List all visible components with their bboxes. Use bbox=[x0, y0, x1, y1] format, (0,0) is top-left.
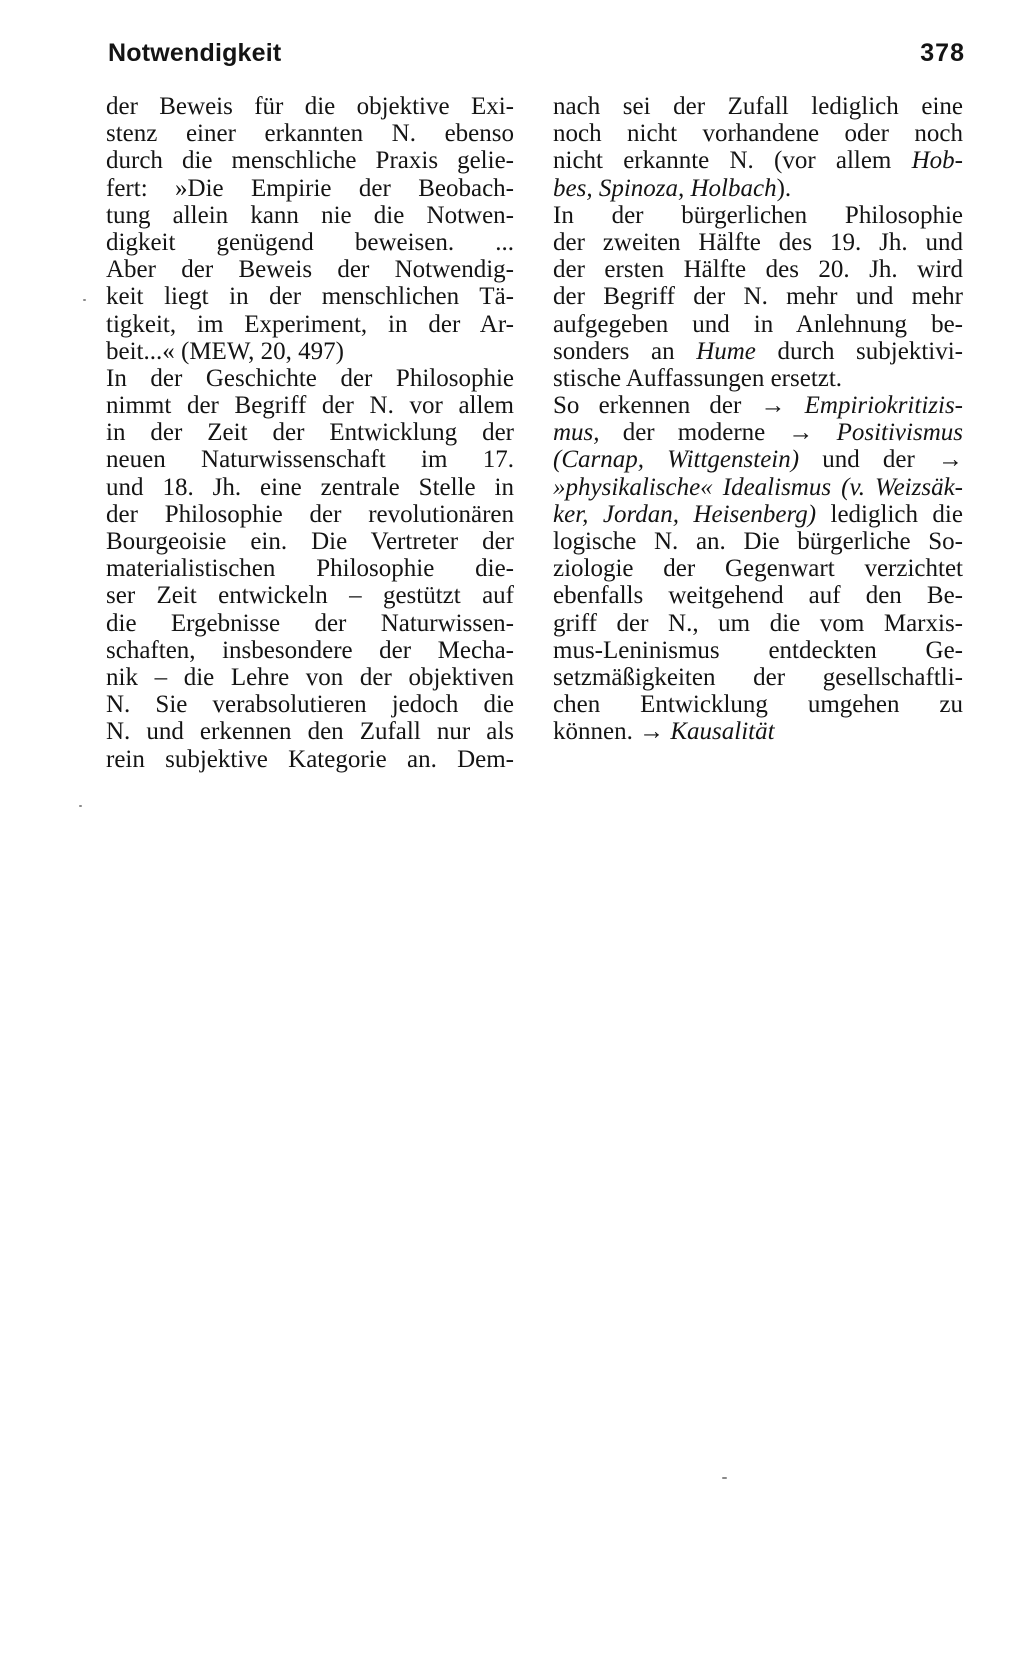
text-segment: So erkennen der → bbox=[553, 392, 805, 420]
text-line bbox=[553, 582, 963, 609]
italic-text-segment: bes, Spinoza, Holbach bbox=[553, 174, 777, 202]
text-segment: fert: »Die Empirie der Beobach- bbox=[106, 174, 514, 202]
text-line bbox=[106, 746, 514, 773]
text-segment: In der Geschichte der Philosophie bbox=[106, 364, 514, 392]
text-segment: Bourgeoisie ein. Die Vertreter der bbox=[106, 528, 514, 555]
text-segment: der Philosophie der revolutionären bbox=[106, 500, 514, 528]
text-line bbox=[106, 610, 514, 637]
text-line bbox=[106, 446, 514, 473]
scan-speck bbox=[79, 805, 82, 807]
text-segment: schaften, insbesondere der Mecha- bbox=[106, 636, 514, 664]
italic-text-segment: Kausalität bbox=[670, 718, 775, 746]
text-segment: durch subjektivi- bbox=[755, 337, 963, 365]
italic-text-segment: mus, bbox=[553, 419, 600, 447]
entry-headword: Notwendigkeit bbox=[108, 39, 282, 67]
text-line bbox=[106, 147, 514, 174]
text-segment: ser Zeit entwickeln – gestützt auf bbox=[106, 582, 514, 610]
italic-text-segment: »physikalische« Idealismus (v. Weizsäk- bbox=[553, 473, 963, 501]
text-segment: der moderne → bbox=[599, 419, 837, 447]
text-line bbox=[106, 283, 514, 310]
text-line bbox=[553, 202, 963, 229]
text-line bbox=[106, 311, 514, 338]
text-segment: noch nicht vorhandene oder noch bbox=[553, 120, 963, 148]
page-number: 378 bbox=[920, 39, 965, 67]
text-segment: ziologie der Gegenwart verzichtet bbox=[553, 555, 963, 583]
text-line bbox=[553, 610, 963, 637]
text-line bbox=[106, 637, 514, 664]
text-line bbox=[106, 501, 514, 528]
text-segment: materialistischen Philosophie die- bbox=[106, 555, 514, 583]
text-line bbox=[553, 392, 963, 419]
text-segment: der Begriff der N. mehr und mehr bbox=[553, 283, 963, 311]
text-segment: nimmt der Begriff der N. vor allem bbox=[106, 392, 514, 420]
italic-text-segment: Hume bbox=[696, 337, 756, 365]
text-column-left bbox=[106, 93, 514, 773]
text-segment: logische N. an. Die bürgerliche So- bbox=[553, 528, 963, 555]
text-segment: ebenfalls weitgehend auf den Be- bbox=[553, 582, 963, 610]
text-line bbox=[553, 691, 963, 718]
italic-text-segment: Hob- bbox=[911, 147, 963, 175]
text-line bbox=[553, 555, 963, 582]
text-segment: keit liegt in der menschlichen Tä- bbox=[106, 283, 514, 311]
text-segment: setzmäßigkeiten der gesellschaftli- bbox=[553, 663, 963, 691]
scan-speck bbox=[83, 299, 86, 301]
text-line bbox=[553, 718, 963, 745]
text-segment: in der Zeit der Entwicklung der bbox=[106, 419, 514, 447]
text-line bbox=[106, 582, 514, 609]
text-segment: der zweiten Hälfte des 19. Jh. und bbox=[553, 228, 963, 256]
text-line bbox=[106, 338, 514, 365]
italic-text-segment: (Carnap, Wittgenstein) bbox=[553, 446, 800, 474]
text-line bbox=[106, 202, 514, 229]
text-segment: neuen Naturwissenschaft im 17. bbox=[106, 446, 514, 474]
text-line bbox=[106, 229, 514, 256]
text-line bbox=[106, 175, 514, 202]
text-line bbox=[106, 256, 514, 283]
text-segment: ). bbox=[776, 174, 792, 202]
text-segment: und der → bbox=[799, 446, 964, 474]
text-segment: lediglich die bbox=[816, 500, 963, 528]
text-line bbox=[553, 147, 963, 174]
text-line bbox=[106, 691, 514, 718]
text-segment: Aber der Beweis der Notwendig- bbox=[106, 256, 514, 284]
text-line bbox=[553, 256, 963, 283]
text-line bbox=[553, 229, 963, 256]
text-line bbox=[106, 718, 514, 745]
text-line bbox=[106, 392, 514, 419]
text-line bbox=[106, 93, 514, 120]
text-line bbox=[553, 446, 963, 473]
text-segment: beit...« (MEW, 20, 497) bbox=[106, 337, 344, 365]
text-line bbox=[553, 283, 963, 310]
text-segment: die Ergebnisse der Naturwissen- bbox=[106, 609, 514, 637]
text-segment: nik – die Lehre von der objektiven bbox=[106, 663, 514, 691]
text-segment: aufgegeben und in Anlehnung be- bbox=[553, 310, 963, 338]
text-line bbox=[553, 311, 963, 338]
text-segment: mus-Leninismus entdeckten Ge- bbox=[553, 636, 963, 664]
text-line bbox=[553, 474, 963, 501]
text-segment: chen Entwicklung umgehen zu bbox=[553, 691, 963, 719]
text-line bbox=[553, 419, 963, 446]
text-segment: können. → bbox=[553, 718, 671, 746]
text-line bbox=[553, 120, 963, 147]
text-line bbox=[106, 555, 514, 582]
text-segment: N. und erkennen den Zufall nur als bbox=[106, 718, 514, 746]
text-segment: stenz einer erkannten N. ebenso bbox=[106, 120, 514, 148]
text-segment: stische Auffassungen ersetzt. bbox=[553, 364, 843, 392]
italic-text-segment: Empiriokritizis- bbox=[804, 392, 963, 420]
text-segment: nicht erkannte N. (vor allem bbox=[553, 147, 912, 175]
text-line bbox=[106, 120, 514, 147]
text-line bbox=[553, 637, 963, 664]
text-segment: digkeit genügend beweisen. ... bbox=[106, 228, 514, 256]
text-line bbox=[106, 528, 514, 555]
text-line bbox=[106, 365, 514, 392]
text-line bbox=[553, 664, 963, 691]
text-segment: griff der N., um die vom Marxis- bbox=[553, 609, 963, 637]
text-line bbox=[106, 419, 514, 446]
text-segment: tigkeit, im Experiment, in der Ar- bbox=[106, 310, 514, 338]
text-segment: N. Sie verabsolutieren jedoch die bbox=[106, 691, 514, 719]
scan-speck bbox=[722, 1477, 727, 1479]
text-segment: rein subjektive Kategorie an. Dem- bbox=[106, 745, 514, 773]
text-segment: nach sei der Zufall lediglich eine bbox=[553, 93, 963, 120]
text-segment: In der bürgerlichen Philosophie bbox=[553, 201, 963, 229]
text-segment: sonders an bbox=[553, 337, 697, 365]
text-segment: der Beweis für die objektive Exi- bbox=[106, 93, 514, 120]
running-header bbox=[108, 38, 965, 72]
italic-text-segment: ker, Jordan, Heisenberg) bbox=[553, 500, 817, 528]
text-column-right bbox=[553, 93, 963, 746]
text-line bbox=[553, 501, 963, 528]
text-line bbox=[553, 338, 963, 365]
text-segment: der ersten Hälfte des 20. Jh. wird bbox=[553, 256, 963, 284]
text-line bbox=[106, 664, 514, 691]
text-segment: und 18. Jh. eine zentrale Stelle in bbox=[106, 473, 514, 501]
text-line bbox=[553, 528, 963, 555]
text-line bbox=[553, 93, 963, 120]
text-line bbox=[553, 365, 963, 392]
text-line bbox=[553, 175, 963, 202]
text-line bbox=[106, 474, 514, 501]
text-segment: tung allein kann nie die Notwen- bbox=[106, 201, 514, 229]
text-segment: durch die menschliche Praxis gelie- bbox=[106, 147, 514, 175]
italic-text-segment: Positivismus bbox=[836, 419, 963, 447]
